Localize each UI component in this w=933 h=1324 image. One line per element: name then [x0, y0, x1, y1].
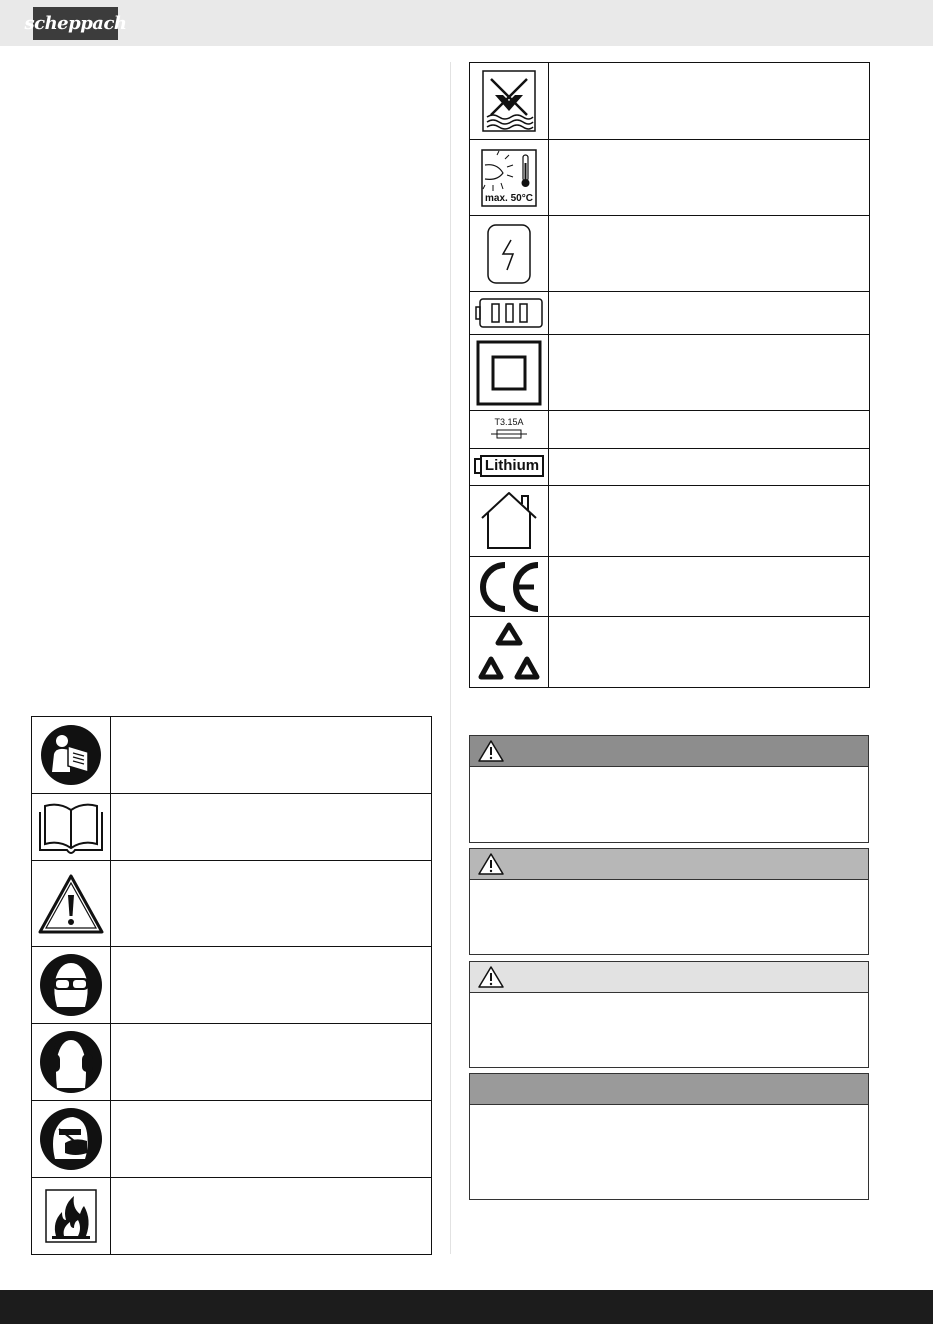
symbol-row	[32, 717, 432, 794]
symbol-row	[470, 335, 870, 411]
left-symbols-table	[31, 716, 432, 1255]
warning-bar	[470, 849, 868, 880]
warning-box-warning	[469, 848, 869, 955]
warning-box-notice	[469, 1073, 869, 1200]
do-not-immerse-in-water-icon	[481, 69, 537, 133]
symbol-row	[32, 1101, 432, 1178]
protection-class-ii-icon	[476, 340, 542, 406]
symbol-row	[470, 486, 870, 557]
warning-bar	[470, 962, 868, 993]
column-divider	[450, 62, 451, 1254]
page-footer	[0, 1290, 933, 1324]
warning-triangle-icon	[477, 965, 505, 989]
symbol-row	[470, 216, 870, 292]
fuse-rating-label: T3.15A	[494, 416, 524, 427]
right-symbols-table	[469, 62, 870, 688]
battery-charge-level-icon	[474, 297, 544, 329]
brand-logo: scheppach	[33, 7, 118, 40]
flammable-fire-icon	[44, 1188, 98, 1244]
indoor-use-only-icon	[478, 490, 540, 552]
read-manual-mandatory-icon	[40, 724, 102, 786]
max-temperature-icon	[481, 149, 537, 207]
warning-triangle-icon	[37, 873, 105, 935]
symbol-row	[470, 140, 870, 216]
ce-mark-icon	[474, 561, 544, 613]
symbol-row	[470, 411, 870, 449]
lithium-battery-icon	[474, 455, 544, 477]
wear-safety-goggles-icon	[39, 953, 103, 1017]
do-not-short-circuit-icon	[485, 222, 533, 286]
symbol-row	[32, 1178, 432, 1255]
symbol-row	[32, 1024, 432, 1101]
max-temperature-label: max. 50°C	[485, 192, 533, 204]
symbol-row	[32, 947, 432, 1024]
symbol-row	[470, 449, 870, 486]
warning-box-caution	[469, 961, 869, 1068]
wear-ear-protection-icon	[39, 1030, 103, 1094]
page-header	[0, 0, 933, 46]
symbol-row	[470, 617, 870, 688]
warning-box-danger	[469, 735, 869, 843]
wear-dust-mask-icon	[39, 1107, 103, 1171]
warning-bar	[470, 1074, 868, 1105]
fuse-icon	[489, 415, 529, 445]
symbol-row	[32, 794, 432, 861]
warning-triangle-icon	[477, 739, 505, 763]
symbol-row	[470, 557, 870, 617]
recycling-triangles-icon	[476, 621, 542, 683]
lithium-label: Lithium	[480, 455, 544, 477]
warning-triangle-icon	[477, 852, 505, 876]
symbol-row	[470, 63, 870, 140]
symbol-row	[470, 292, 870, 335]
warning-bar	[470, 736, 868, 767]
symbol-row	[32, 861, 432, 947]
open-book-icon	[37, 800, 105, 854]
